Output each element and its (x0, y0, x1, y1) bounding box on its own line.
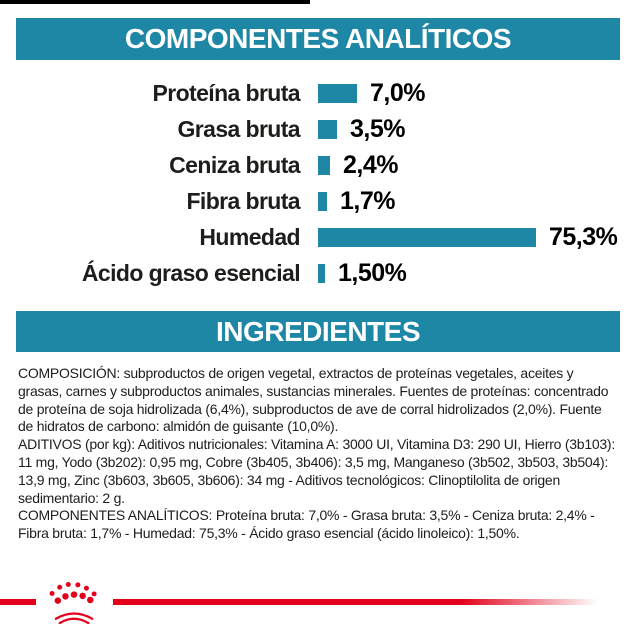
bar-label: Proteína bruta (152, 79, 300, 106)
bar-value: 7,0% (370, 78, 425, 107)
bar-label: Ácido graso esencial (81, 259, 300, 286)
analytical-constituents-paragraph: COMPONENTES ANALÍTICOS: Proteína bruta: 7,0% - Grasa bruta: 3,5% - Ceniza bruta: 2,4% - Fibra bruta: 1,7% - Humedad: 75,3% - Ácido graso esencial (ácido linoleico): 1,50%. (18, 507, 595, 542)
bar-label: Fibra bruta (186, 187, 300, 214)
bar-fat (318, 120, 337, 139)
chart-row (0, 219, 640, 255)
royal-canin-crown-icon (45, 582, 105, 624)
bar-fatty-acid (318, 264, 325, 283)
additives-paragraph: ADITIVOS (por kg): Aditivos nutricionales: Vitamina A: 3000 UI, Vitamina D3: 290 UI, Hierro (3b103): 11 mg, Yodo (3b202): 0,95 mg, Cobre (3b405, 3b406): 3,5 mg, Manganeso (3b502, 3b503, 3b504): 13,9 mg, Zinc (3b603, 3b605, 3b606): 34 mg - Aditivos tecnológicos: Clinoptilolita de origen sedimentario: 2 g. (18, 436, 615, 506)
bar-protein (318, 84, 357, 103)
bar-value: 3,5% (350, 114, 405, 143)
bar-ash (318, 156, 330, 175)
ingredients-header-band (16, 311, 620, 352)
bar-value: 2,4% (343, 150, 398, 179)
ingredients-text-block (18, 365, 618, 543)
footer-red-line-left (0, 599, 36, 605)
analytical-header-band (16, 18, 620, 60)
footer-red-line-right (113, 599, 640, 605)
composition-paragraph: COMPOSICIÓN: subproductos de origen vegetal, extractos de proteínas vegetales, aceites y grasas, carnes y subproductos animales, sustancias minerales. Fuentes de proteínas: concentrado de proteína de soja hidrolizada (6,4%), subproductos de ave de corral hidrolizados (2,0%). Fuente de hidratos de carbono: almidón de guisante (10,0%). (18, 365, 609, 435)
ingredients-header-title: INGREDIENTES (215, 315, 421, 347)
top-edge-bar (0, 0, 310, 4)
bar-value: 75,3% (549, 222, 618, 251)
chart-row (0, 75, 640, 111)
analytical-header-title: COMPONENTES ANALÍTICOS (124, 23, 512, 54)
bar-fibre (318, 192, 327, 211)
chart-row (0, 147, 640, 183)
bar-moisture (318, 228, 536, 247)
analytical-components-bar-chart (0, 75, 640, 291)
bar-value: 1,50% (338, 258, 407, 287)
chart-row (0, 183, 640, 219)
bar-label: Ceniza bruta (169, 151, 300, 178)
bar-label: Grasa bruta (177, 115, 300, 142)
bar-label: Humedad (199, 223, 300, 250)
chart-row (0, 255, 640, 291)
bar-value: 1,7% (340, 186, 395, 215)
chart-row (0, 111, 640, 147)
